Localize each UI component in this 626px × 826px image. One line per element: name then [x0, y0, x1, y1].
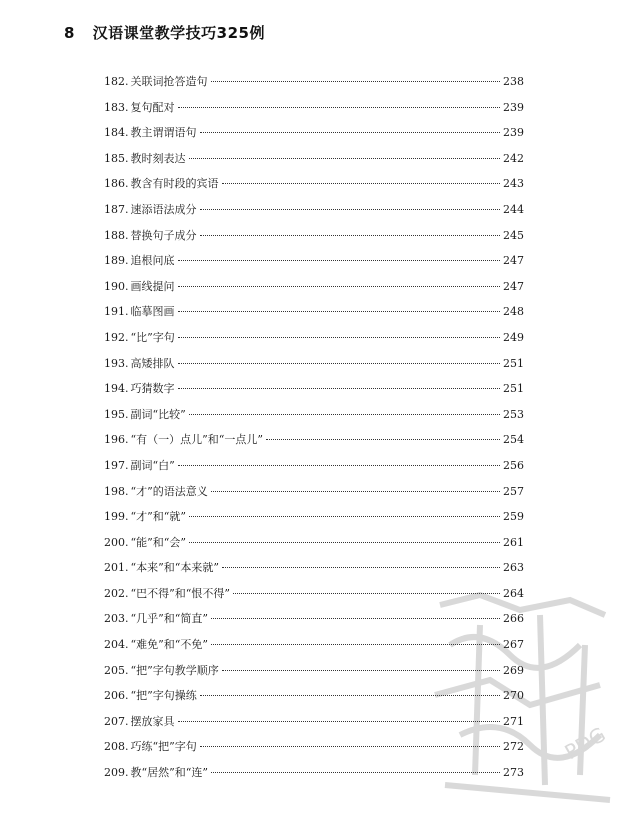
toc-entry-number: 203.	[104, 612, 129, 626]
dot-leader	[189, 516, 500, 517]
toc-entry-title: “才”和“就”	[130, 510, 186, 524]
toc-entry[interactable]	[104, 380, 524, 406]
page-header	[64, 22, 265, 43]
watermark-text: PDG	[560, 722, 610, 765]
toc-entry-page: 273	[503, 766, 524, 780]
dot-leader	[178, 260, 501, 261]
toc-entry-title: “难免”和“不免”	[130, 638, 208, 652]
toc-entry[interactable]	[104, 303, 524, 329]
toc-entry[interactable]	[104, 483, 524, 509]
dot-leader	[222, 567, 500, 568]
dot-leader	[222, 183, 501, 184]
toc-entry-title: 教时刻表达	[130, 151, 186, 165]
dot-leader	[200, 209, 501, 210]
toc-entry-number: 198.	[104, 484, 129, 498]
toc-entry-title: “把”字句教学顺序	[130, 663, 219, 677]
toc-entry-title: “把”字句操练	[130, 689, 197, 703]
toc-entry-title: 关联词抢答造句	[130, 75, 208, 88]
toc-entry-title: 追根问底	[130, 254, 175, 268]
toc-entry-number: 204.	[104, 638, 129, 652]
toc-entry-number: 183.	[104, 100, 129, 114]
page-number: 8	[64, 24, 75, 42]
dot-leader	[189, 414, 500, 415]
toc-entry[interactable]	[104, 124, 524, 150]
toc-entry-number: 205.	[104, 663, 129, 677]
toc-entry[interactable]	[104, 406, 524, 432]
toc-entry-title: “能”和“会”	[130, 535, 186, 549]
dot-leader	[178, 311, 501, 312]
toc-entry-title: 教含有时段的宾语	[130, 177, 219, 191]
toc-entry-page: 239	[503, 100, 524, 114]
dot-leader	[178, 286, 501, 287]
toc-entry-number: 189.	[104, 254, 129, 268]
toc-entry[interactable]	[104, 329, 524, 355]
toc-entry-number: 182.	[104, 75, 129, 88]
toc-entry-page: 248	[503, 305, 524, 319]
toc-entry-number: 191.	[104, 305, 129, 319]
toc-entry-number: 192.	[104, 330, 129, 344]
toc-entry-title: 巧猜数字	[130, 382, 175, 396]
dot-leader	[178, 388, 501, 389]
toc-entry-number: 199.	[104, 510, 129, 524]
toc-entry-number: 190.	[104, 279, 129, 293]
toc-entry-title: 巧练“把”字句	[130, 740, 197, 754]
dot-leader	[189, 158, 501, 159]
dot-leader	[266, 439, 500, 440]
toc-entry-page: 251	[503, 356, 524, 370]
toc-entry-page: 242	[503, 151, 524, 165]
toc-entry[interactable]	[104, 534, 524, 560]
toc-entry-number: 202.	[104, 586, 129, 600]
toc-entry-title: 教主谓谓语句	[130, 126, 197, 140]
toc-entry-page: 245	[503, 228, 524, 242]
toc-entry-page: 270	[503, 689, 524, 703]
toc-entry-title: 副词“白”	[130, 458, 175, 472]
toc-entry-page: 247	[503, 254, 524, 268]
toc-entry-page: 254	[503, 433, 524, 447]
toc-entry-title: 副词“比较”	[130, 407, 186, 421]
toc-entry-title: 教“居然”和“连”	[130, 766, 208, 780]
dot-leader	[178, 363, 501, 364]
toc-entry-number: 207.	[104, 714, 129, 728]
toc-entry-number: 188.	[104, 228, 129, 242]
toc-entry-page: 257	[503, 484, 524, 498]
toc-entry-title: 复句配对	[130, 100, 175, 114]
toc-entry-title: 高矮排队	[130, 356, 175, 370]
dot-leader	[211, 81, 501, 82]
toc-entry-number: 186.	[104, 177, 129, 191]
book-title: 汉语课堂教学技巧325例	[92, 24, 265, 42]
toc-entry-number: 197.	[104, 458, 129, 472]
toc-entry-page: 263	[503, 561, 524, 575]
toc-entry-number: 184.	[104, 126, 129, 140]
toc-entry[interactable]	[104, 150, 524, 176]
toc-entry-number: 206.	[104, 689, 129, 703]
toc-entry-title: 摆放家具	[130, 714, 175, 728]
toc-entry-page: 247	[503, 279, 524, 293]
toc-entry[interactable]	[104, 175, 524, 201]
dot-leader	[200, 132, 501, 133]
toc-entry[interactable]	[104, 457, 524, 483]
toc-entry-page: 264	[503, 586, 524, 600]
dot-leader	[200, 235, 501, 236]
toc-entry-page: 267	[503, 638, 524, 652]
toc-entry-title: “有（一）点儿”和“一点儿”	[130, 433, 263, 447]
toc-entry[interactable]	[104, 559, 524, 585]
toc-entry-page: 271	[503, 714, 524, 728]
toc-entry[interactable]	[104, 99, 524, 125]
dot-leader	[211, 491, 500, 492]
toc-entry-title: 替换句子成分	[130, 228, 197, 242]
toc-entry-page: 269	[503, 663, 524, 677]
toc-entry-number: 208.	[104, 740, 129, 754]
toc-entry-page: 244	[503, 202, 524, 216]
toc-entry-page: 256	[503, 458, 524, 472]
dot-leader	[178, 107, 501, 108]
dot-leader	[178, 337, 500, 338]
toc-entry-page: 238	[503, 75, 524, 88]
toc-entry[interactable]	[104, 431, 524, 457]
toc-entry[interactable]	[104, 278, 524, 304]
toc-entry-page: 272	[503, 740, 524, 754]
toc-entry[interactable]	[104, 508, 524, 534]
toc-entry-number: 185.	[104, 151, 129, 165]
toc-entry-number: 193.	[104, 356, 129, 370]
toc-entry-number: 201.	[104, 561, 129, 575]
toc-entry-title: “巴不得”和“恨不得”	[130, 586, 230, 600]
toc-entry-title: 画线提问	[130, 279, 175, 293]
toc-entry[interactable]	[104, 73, 524, 99]
toc-entry-title: “几乎”和“简直”	[130, 612, 208, 626]
toc-entry-title: “本来”和“本来就”	[130, 561, 219, 575]
toc-entry-title: “比”字句	[130, 330, 175, 344]
toc-entry-title: “才”的语法意义	[130, 484, 208, 498]
toc-entry-page: 249	[503, 330, 524, 344]
toc-entry[interactable]	[104, 201, 524, 227]
dot-leader	[178, 465, 500, 466]
toc-entry-page: 253	[503, 407, 524, 421]
toc-entry[interactable]	[104, 355, 524, 381]
toc-entry-title: 临摹图画	[130, 305, 175, 319]
toc-entry[interactable]	[104, 227, 524, 253]
toc-entry-number: 196.	[104, 433, 129, 447]
toc-entry-page: 239	[503, 126, 524, 140]
toc-entry-number: 209.	[104, 766, 129, 780]
toc-entry-number: 195.	[104, 407, 129, 421]
dot-leader	[189, 542, 500, 543]
toc-entry-page: 266	[503, 612, 524, 626]
watermark-seal-icon	[420, 585, 620, 815]
toc-entry-number: 187.	[104, 202, 129, 216]
toc-entry-page: 251	[503, 382, 524, 396]
toc-entry-number: 194.	[104, 382, 129, 396]
toc-entry[interactable]	[104, 252, 524, 278]
toc-entry-number: 200.	[104, 535, 129, 549]
toc-entry-page: 259	[503, 510, 524, 524]
toc-entry-page: 261	[503, 535, 524, 549]
toc-entry-title: 速添语法成分	[130, 202, 197, 216]
toc-entry-page: 243	[503, 177, 524, 191]
